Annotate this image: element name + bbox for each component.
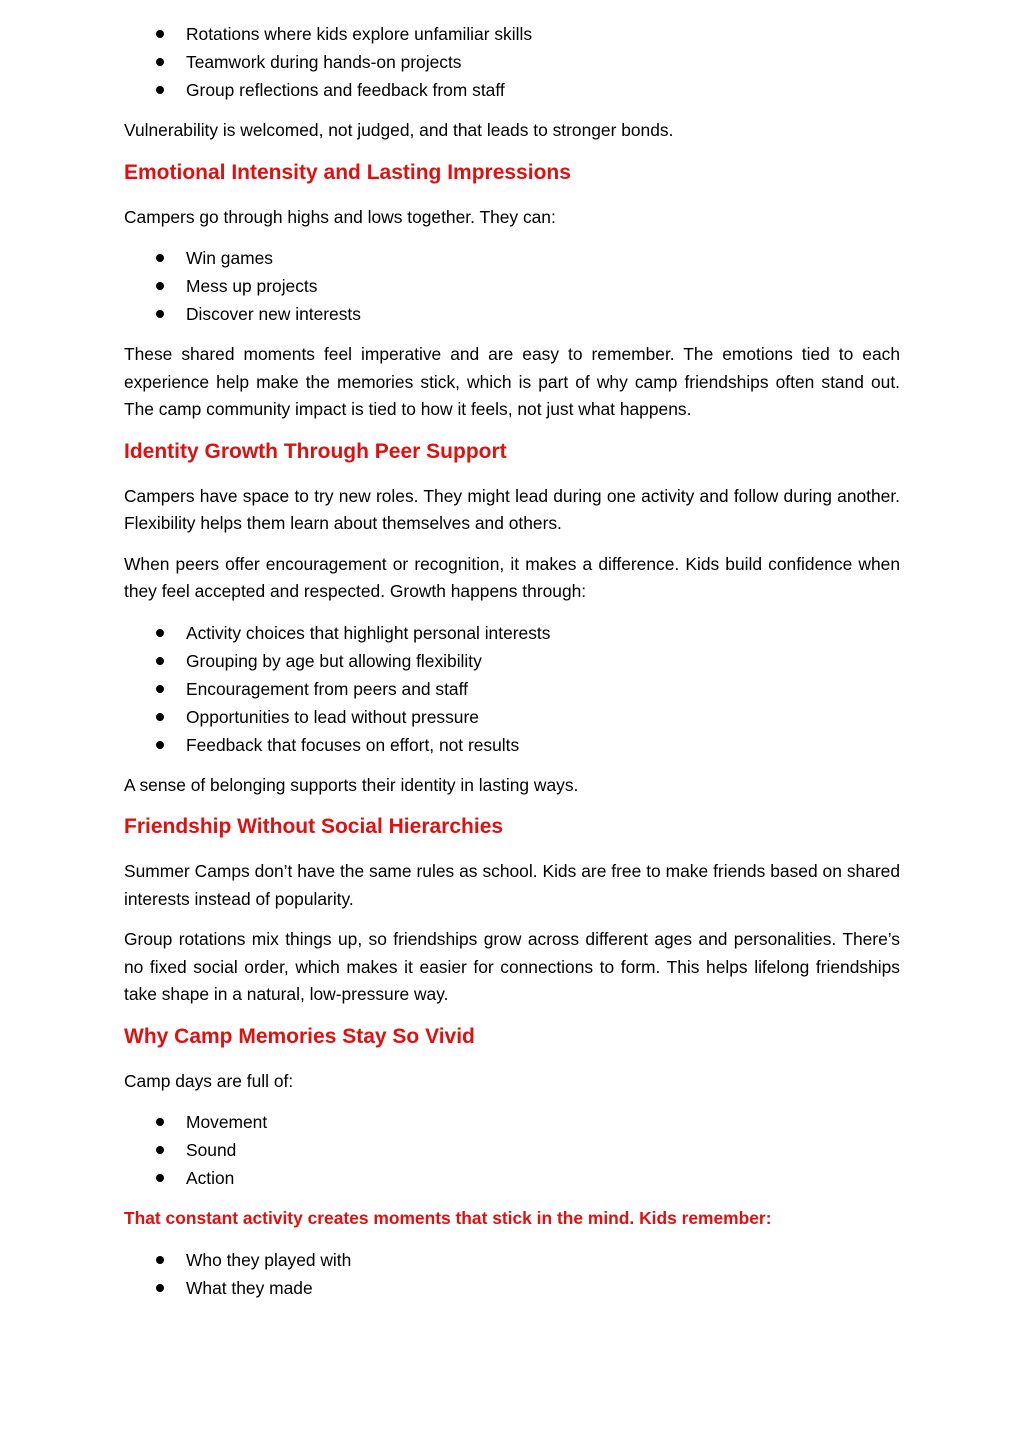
identity-paragraph-2: When peers offer encouragement or recognition, it makes a difference. Kids build confidence when they feel accepted and respected. Growth happens through: bbox=[124, 553, 900, 601]
list-item-text: Grouping by age but allowing flexibility bbox=[186, 650, 482, 671]
bullet-icon bbox=[156, 713, 164, 721]
bullet-icon bbox=[156, 741, 164, 749]
bullet-icon bbox=[156, 310, 164, 318]
list-item bbox=[124, 703, 900, 731]
intro-bullet-list bbox=[124, 20, 900, 104]
list-item bbox=[124, 1108, 900, 1136]
bullet-icon bbox=[156, 254, 164, 262]
vivid-paragraph-1: Camp days are full of: bbox=[124, 1070, 294, 1091]
friendship-paragraph-1: Summer Camps don’t have the same rules as school. Kids are free to make friends based on shared interests instead of popularity. bbox=[124, 861, 900, 909]
list-item bbox=[124, 244, 900, 272]
list-item-text: Action bbox=[186, 1168, 235, 1188]
bullet-icon bbox=[156, 282, 164, 290]
bullet-icon bbox=[156, 86, 164, 94]
bullet-icon bbox=[156, 1146, 164, 1154]
bullet-icon bbox=[156, 30, 164, 38]
list-item-text: Teamwork during hands-on projects bbox=[186, 52, 462, 72]
list-item-text: Movement bbox=[186, 1112, 268, 1132]
list-item bbox=[124, 647, 900, 675]
list-item bbox=[124, 76, 900, 104]
bullet-icon bbox=[156, 1118, 164, 1126]
vivid-bullet-list-2 bbox=[124, 1246, 900, 1302]
vivid-bullet-list-1 bbox=[124, 1108, 900, 1192]
emotional-paragraph-1: Campers go through highs and lows together. They can: bbox=[124, 206, 556, 227]
emotional-paragraph-2: These shared moments feel imperative and are easy to remember. The emotions tied to each experience help make the memories stick, which is part of why camp friendships often stand out. The camp community impact is tied to how it feels, not just what happens. bbox=[124, 344, 900, 419]
section-heading-vivid: Why Camp Memories Stay So Vivid bbox=[124, 1024, 475, 1048]
list-item bbox=[124, 48, 900, 76]
list-item bbox=[124, 731, 900, 759]
list-item bbox=[124, 1274, 900, 1302]
list-item-text: Rotations where kids explore unfamiliar skills bbox=[186, 24, 533, 44]
vivid-emphasis-text: That constant activity creates moments that stick in the mind. Kids remember: bbox=[124, 1208, 772, 1228]
bullet-icon bbox=[156, 657, 164, 665]
list-item bbox=[124, 675, 900, 703]
bullet-icon bbox=[156, 58, 164, 66]
list-item-text: What they made bbox=[186, 1278, 313, 1298]
list-item bbox=[124, 1164, 900, 1192]
friendship-paragraph-2: Group rotations mix things up, so friendships grow across different ages and personalities. There’s no fixed social order, which makes it easier for connections to form. This helps lifelong friendships take shape in a natural, low-pressure way. bbox=[124, 929, 900, 1004]
list-item-text: Discover new interests bbox=[186, 304, 361, 324]
bullet-icon bbox=[156, 1256, 164, 1264]
list-item bbox=[124, 1246, 900, 1274]
list-item-text: Mess up projects bbox=[186, 276, 318, 296]
list-item bbox=[124, 619, 900, 647]
section-heading-friendship: Friendship Without Social Hierarchies bbox=[124, 815, 504, 838]
bullet-icon bbox=[156, 1174, 164, 1182]
list-item bbox=[124, 272, 900, 300]
list-item-text: Feedback that focuses on effort, not results bbox=[186, 734, 520, 755]
list-item bbox=[124, 20, 900, 48]
list-item-text: Win games bbox=[186, 248, 273, 268]
identity-paragraph-1: Campers have space to try new roles. They might lead during one activity and follow during another. Flexibility helps them learn about themselves and others. bbox=[124, 485, 900, 533]
section-heading-identity: Identity Growth Through Peer Support bbox=[124, 439, 507, 463]
list-item-text: Group reflections and feedback from staff bbox=[186, 80, 505, 100]
identity-bullet-list bbox=[124, 619, 900, 759]
bullet-icon bbox=[156, 629, 164, 637]
list-item bbox=[124, 1136, 900, 1164]
document-page bbox=[124, 20, 900, 1315]
list-item-text: Opportunities to lead without pressure bbox=[186, 706, 479, 727]
section-heading-emotional: Emotional Intensity and Lasting Impressions bbox=[124, 160, 571, 184]
list-item-text: Sound bbox=[186, 1140, 237, 1160]
bullet-icon bbox=[156, 1284, 164, 1292]
list-item bbox=[124, 300, 900, 328]
bullet-icon bbox=[156, 685, 164, 693]
list-item-text: Encouragement from peers and staff bbox=[186, 678, 468, 699]
list-item-text: Who they played with bbox=[186, 1250, 352, 1270]
emotional-bullet-list bbox=[124, 244, 900, 328]
identity-paragraph-3: A sense of belonging supports their identity in lasting ways. bbox=[124, 774, 579, 795]
intro-paragraph: Vulnerability is welcomed, not judged, and that leads to stronger bonds. bbox=[124, 120, 674, 140]
list-item-text: Activity choices that highlight personal interests bbox=[186, 622, 551, 643]
